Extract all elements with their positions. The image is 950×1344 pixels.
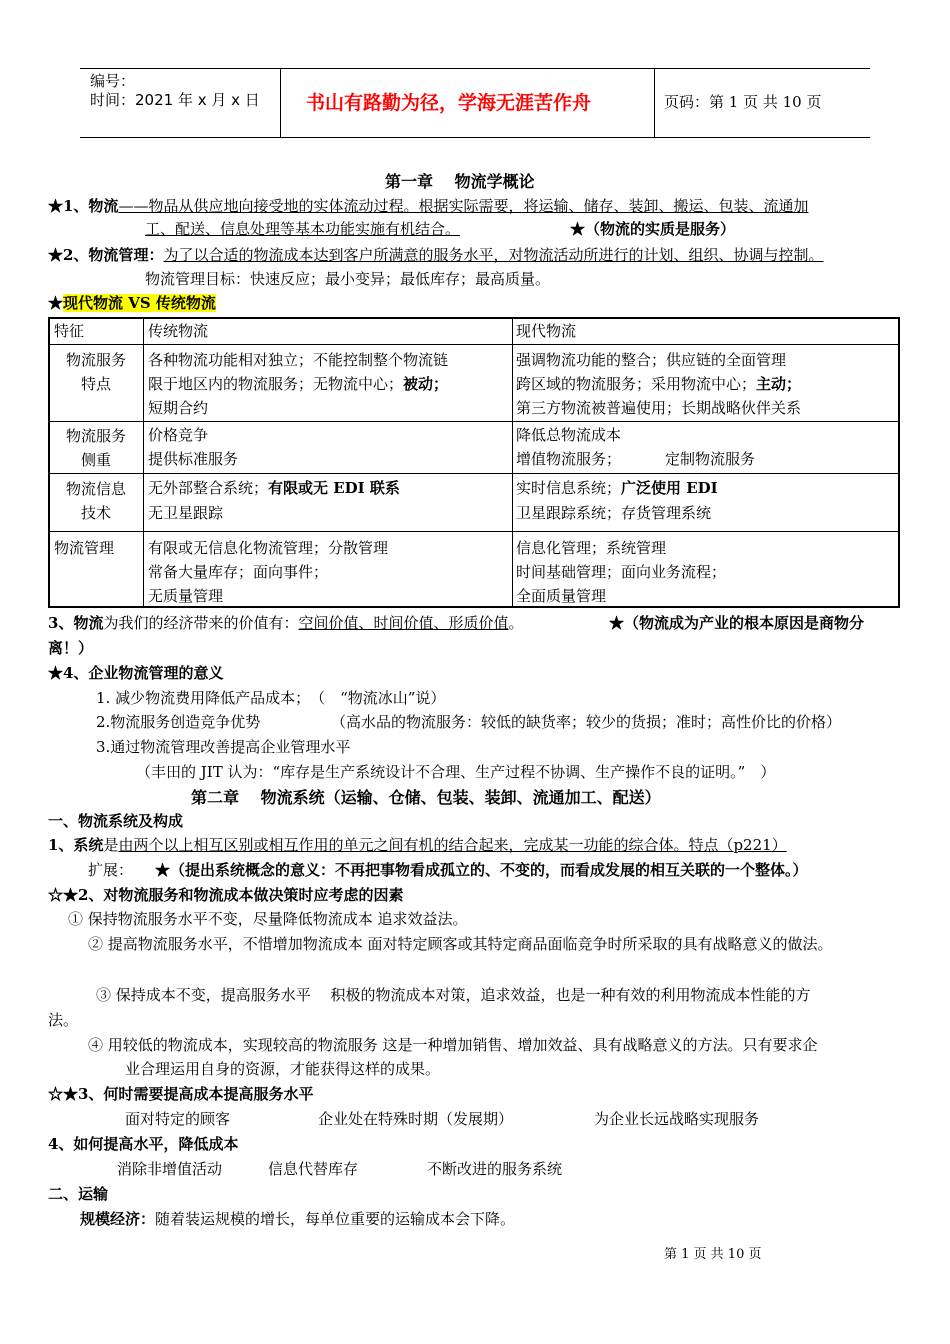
cmp-star: ★ — [48, 294, 64, 312]
ch2-p2-item: ③ 保持成本不变，提高服务水平 积极的物流成本对策，追求效益，也是一种有效的利用物流成本性能的方 — [96, 986, 811, 1004]
ch1-p1-line1 — [48, 197, 808, 217]
ch1-p2-star: ★2、物流管理： — [48, 246, 164, 264]
ch2-p3-item: 企业处在特殊时期（发展期） — [318, 1110, 514, 1128]
table-divider — [50, 344, 898, 345]
ch2-p2-item: 业合理运用自身的资源，才能获得这样的成果。 — [125, 1060, 441, 1078]
page-info: 页码：第 1 页 共 10 页 — [664, 93, 822, 111]
ch1-p1-text-b: 工、配送、信息处理等基本功能实施有机结合。 — [145, 220, 461, 238]
ch2-scale-line: 规模经济：随着装运规模的增长，每单位重要的运输成本会下降。 — [80, 1210, 516, 1228]
header-motto-cell — [280, 69, 655, 137]
ch2-p3-item: 为企业长远战略实现服务 — [594, 1110, 760, 1128]
table-cell-modern: 强调物流功能的整合；供应链的全面管理 — [516, 351, 787, 369]
table-cell-traditional: 短期合约 — [148, 399, 209, 417]
table-divider — [50, 531, 898, 532]
ch2-section1: 一、物流系统及构成 — [48, 812, 184, 830]
ch2-p2-item: ② 提高物流服务水平，不惜增加物流成本 面对特定顾客或其特定商品面临竞争时所采取的具有战略意义的做法。 — [88, 935, 833, 953]
ch2-p2-item: 法。 — [48, 1011, 79, 1029]
ch2-p4-title: 4、如何提高水平，降低成本 — [48, 1135, 239, 1153]
table-cell-feature: 物流服务 — [65, 351, 126, 369]
table-cell-feature: 物流管理 — [54, 539, 115, 557]
header-right-cell — [654, 69, 870, 137]
table-cell-traditional: 无卫星跟踪 — [148, 504, 224, 522]
table-header-feature: 特征 — [54, 322, 85, 340]
chapter1-title: 第一章 物流学概论 — [385, 172, 535, 191]
table-cell-traditional: 各种物流功能相对独立；不能控制整个物流链 — [148, 351, 449, 369]
ch1-p2-text: 为了以合适的物流成本达到客户所满意的服务水平，对物流活动所进行的计划、组织、协调与控制。 — [163, 246, 824, 264]
table-cell-feature: 侧重 — [80, 451, 111, 469]
table-cell-modern: 第三方物流被普遍使用；长期战略伙伴关系 — [516, 399, 802, 417]
table-divider — [50, 473, 898, 474]
ch2-p1-line: 1、系统是由两个以上相互区别或相互作用的单元之间有机的结合起来，完成某一功能的综合体。特点（p221） — [48, 836, 787, 854]
table-divider — [512, 319, 513, 606]
table-divider — [143, 319, 144, 606]
ch2-p3-item: 面对特定的顾客 — [125, 1110, 231, 1128]
table-cell-modern: 降低总物流成本 — [516, 426, 622, 444]
table-header-traditional: 传统物流 — [148, 322, 209, 340]
ch2-p4-item: 消除非增值活动 — [117, 1160, 223, 1178]
date-label: 时间：2021 年 x 月 x 日 — [90, 91, 260, 109]
ch1-p1-star: ★1、物流 — [48, 197, 119, 215]
table-cell-feature: 物流服务 — [65, 427, 126, 445]
table-cell-traditional: 常备大量库存；面向事件； — [148, 563, 329, 581]
ch2-p1-ext-label: 扩展： — [88, 861, 134, 879]
header-left-cell — [80, 69, 281, 137]
ch1-p2-line — [48, 246, 823, 266]
page-footer: 第 1 页 共 10 页 — [664, 1247, 762, 1262]
ch1-p4-item2-note: （高水品的物流服务：较低的缺货率；较少的货损；准时；高性价比的价格） — [331, 713, 842, 731]
ch2-p4-item: 不断改进的服务系统 — [427, 1160, 563, 1178]
ch1-p1-line2 — [145, 220, 484, 240]
table-cell-modern: 信息化管理；系统管理 — [516, 539, 667, 557]
ch1-p3-note-b: 离！） — [48, 639, 94, 657]
number-label: 编号： — [90, 72, 136, 90]
table-cell-modern: 卫星跟踪系统；存货管理系统 — [516, 504, 712, 522]
table-cell-modern: 跨区域的物流服务；采用物流中心；主动； — [516, 375, 802, 393]
table-cell-traditional: 无外部整合系统；有限或无 EDI 联系 — [148, 479, 400, 497]
cmp-heading: 现代物流 VS 传统物流 — [63, 294, 216, 312]
table-cell-modern: 增值物流服务； 定制物流服务 — [516, 450, 756, 468]
table-cell-feature: 特点 — [80, 375, 111, 393]
ch1-p3-note-a: ★（物流成为产业的根本原因是商物分 — [609, 614, 865, 632]
table-cell-modern: 实时信息系统；广泛使用 EDI — [516, 479, 718, 497]
ch2-section2: 二、运输 — [48, 1185, 109, 1203]
table-cell-traditional: 限于地区内的物流服务；无物流中心；被动； — [148, 375, 449, 393]
table-divider — [50, 421, 898, 422]
table-header-modern: 现代物流 — [516, 322, 577, 340]
ch2-p1-ext: ★（提出系统概念的意义：不再把事物看成孤立的、不变的，而看成发展的相互关联的一个整体。） — [155, 861, 808, 879]
ch1-p4-item: 1. 减少物流费用降低产品成本； （ “物流冰山”说） — [96, 689, 446, 707]
ch1-p4-item: 3.通过物流管理改善提高企业管理水平 — [96, 738, 351, 756]
table-cell-feature: 物流信息 — [65, 480, 126, 498]
table-cell-traditional: 无质量管理 — [148, 587, 224, 605]
ch2-p2-item: ④ 用较低的物流成本，实现较高的物流服务 这是一种增加销售、增加效益、具有战略意义的方法。只有要求企 — [88, 1036, 818, 1054]
chapter2-title: 第二章 物流系统（运输、仓储、包装、装卸、流通加工、配送） — [191, 788, 661, 807]
document-header — [80, 68, 870, 138]
ch2-p4-item: 信息代替库存 — [268, 1160, 359, 1178]
table-cell-traditional: 有限或无信息化物流管理；分散管理 — [148, 539, 389, 557]
comparison-table — [48, 317, 900, 608]
cmp-heading-line — [48, 294, 216, 314]
ch1-p3-line: 3、物流为我们的经济带来的价值有：空间价值、时间价值、形质价值。 — [48, 614, 524, 632]
ch2-p2-title: ☆★2、对物流服务和物流成本做决策时应考虑的因素 — [48, 886, 404, 904]
table-cell-feature: 技术 — [80, 504, 111, 522]
ch1-p1-note: ★（物流的实质是服务） — [570, 220, 736, 238]
ch1-p4-jit: （丰田的 JIT 认为：“库存是生产系统设计不合理、生产过程不协调、生产操作不良的证明。” ） — [136, 763, 776, 781]
ch1-p4-title: ★4、企业物流管理的意义 — [48, 664, 224, 682]
ch2-p2-item: ① 保持物流服务水平不变，尽量降低物流成本 追求效益法。 — [68, 910, 468, 928]
header-motto: 书山有路勤为径，学海无涯苦作舟 — [306, 92, 592, 114]
table-cell-modern: 全面质量管理 — [516, 587, 607, 605]
table-cell-modern: 时间基础管理；面向业务流程； — [516, 563, 727, 581]
ch1-p4-item: 2.物流服务创造竞争优势 — [96, 713, 261, 731]
table-cell-traditional: 提供标准服务 — [148, 450, 239, 468]
ch1-p1-text-a: ——物品从供应地向接受地的实体流动过程。根据实际需要，将运输、储存、装卸、搬运、包装、流通加 — [118, 197, 809, 215]
table-cell-traditional: 价格竞争 — [148, 426, 209, 444]
ch1-p2-goal: 物流管理目标：快速反应；最小变异；最低库存；最高质量。 — [145, 270, 551, 288]
ch2-p3-title: ☆★3、何时需要提高成本提高服务水平 — [48, 1085, 314, 1103]
